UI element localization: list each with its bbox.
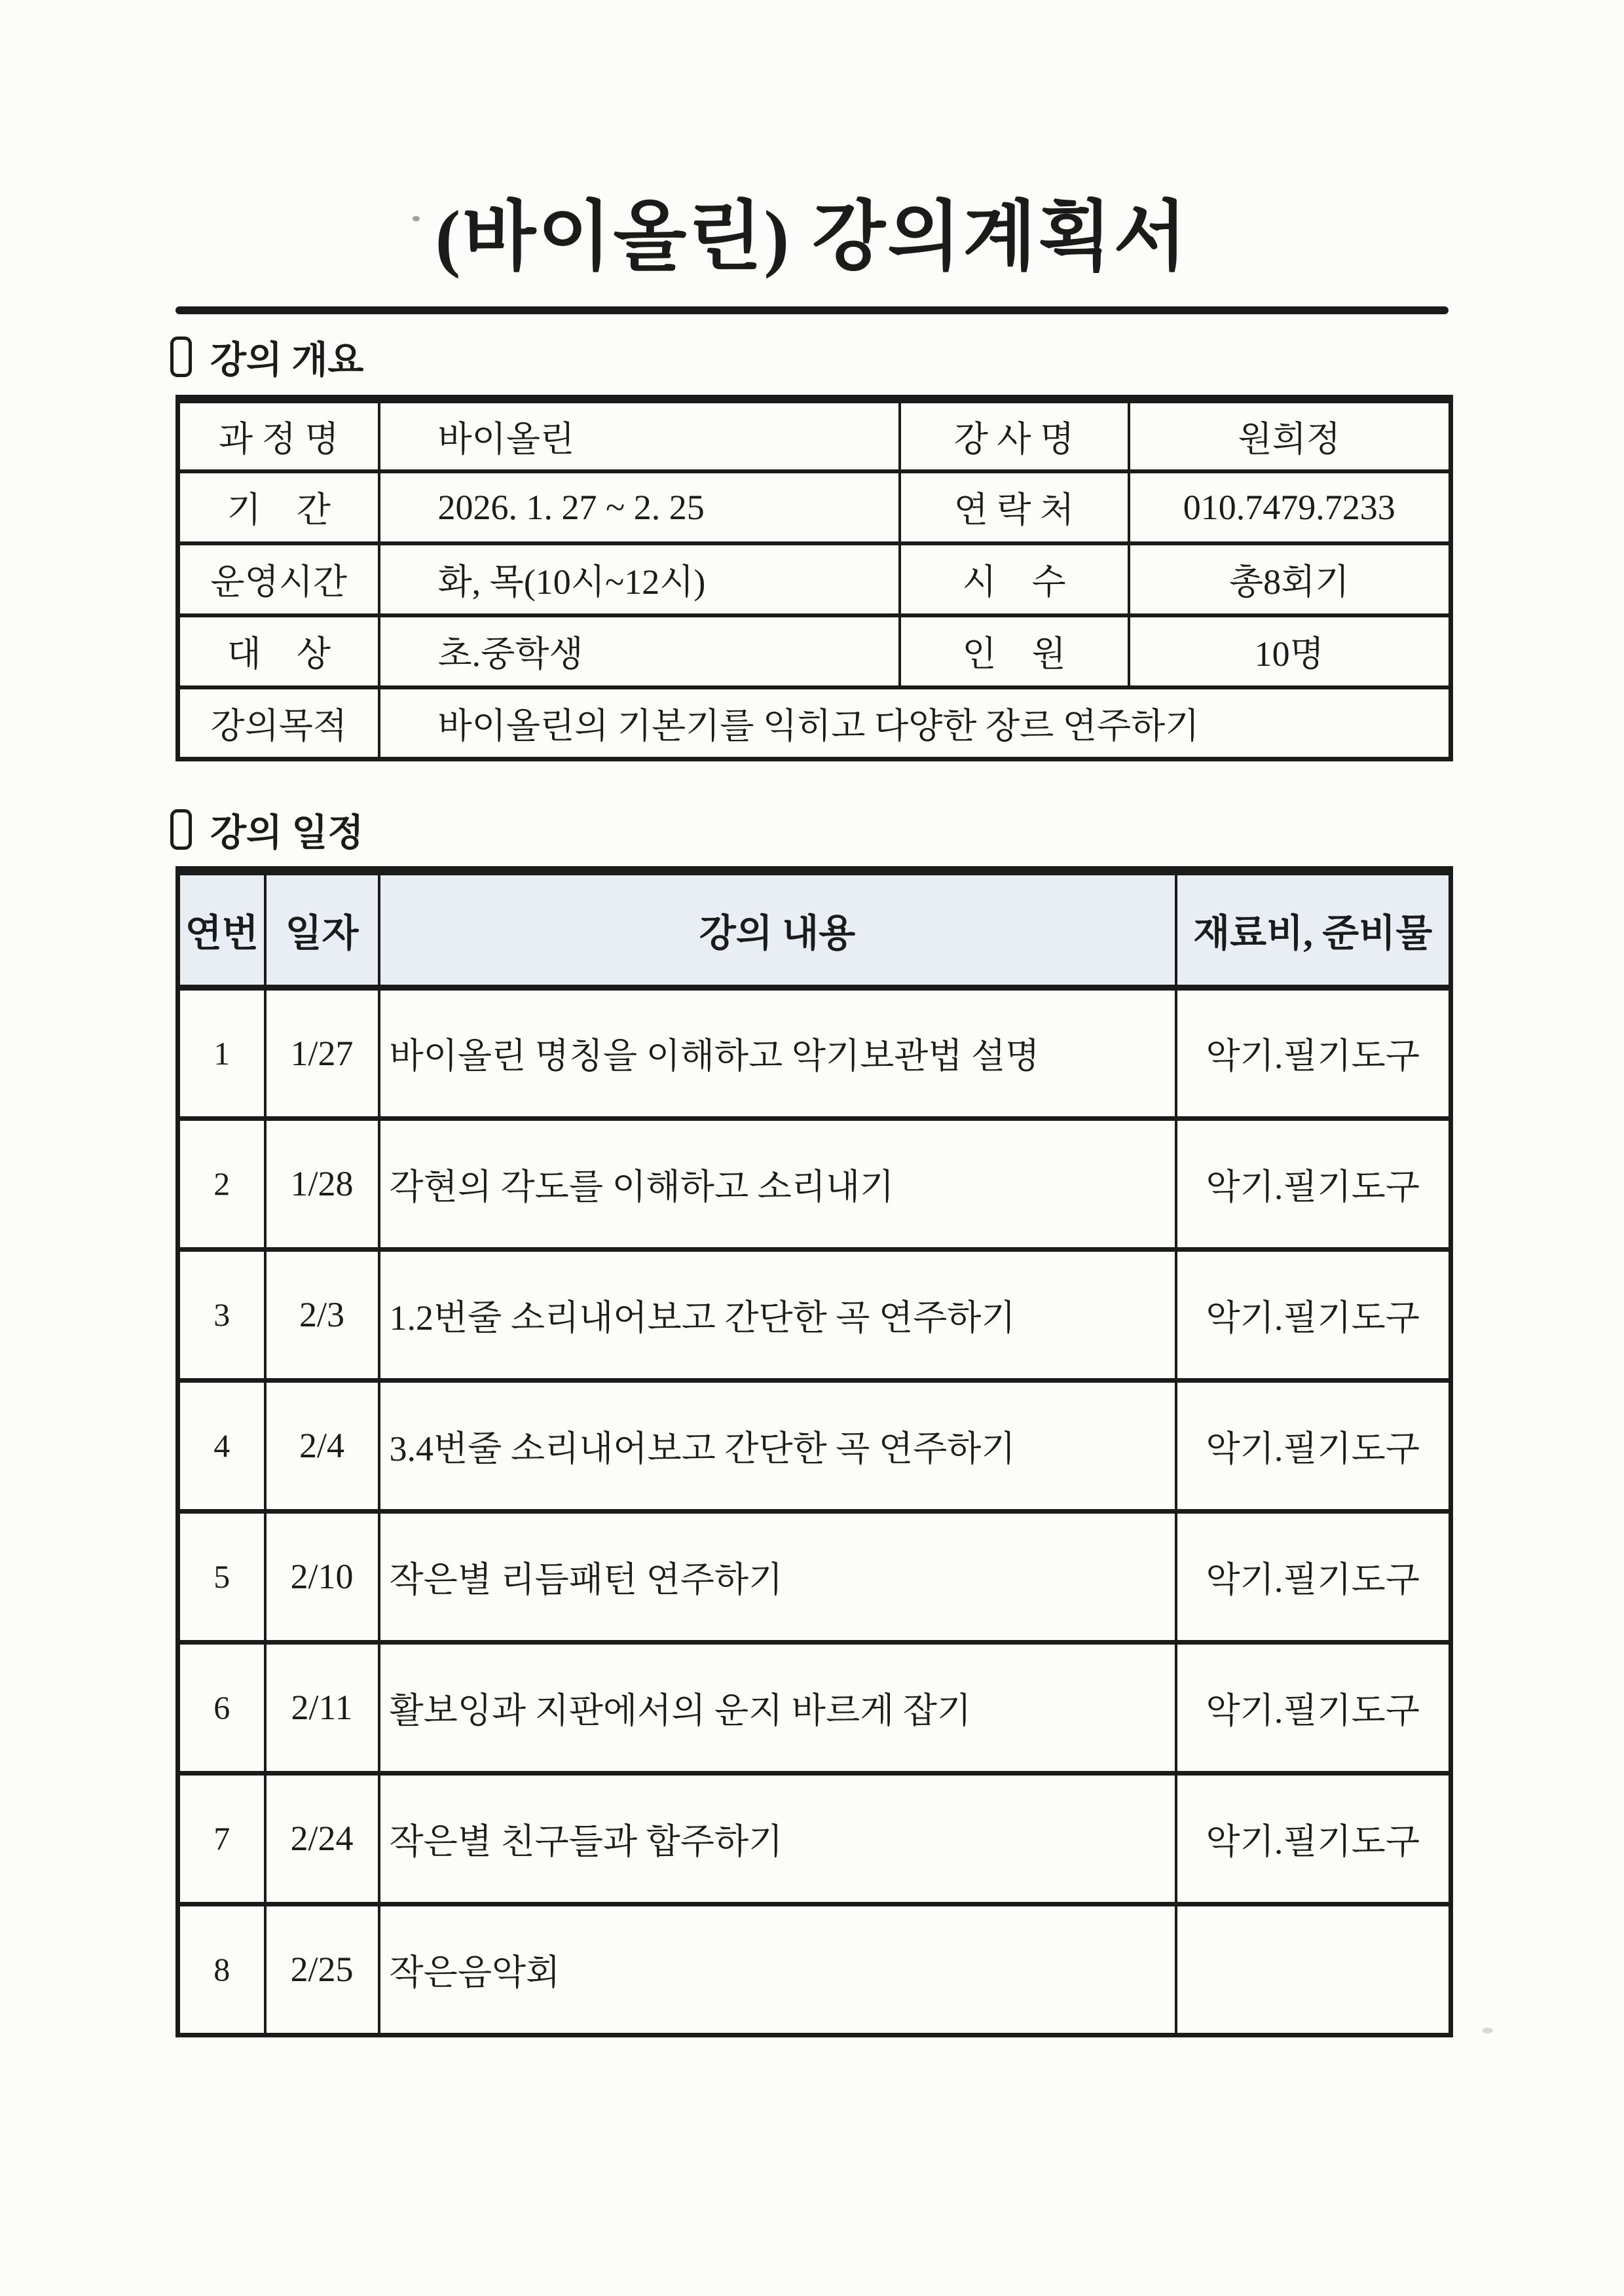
overview-value-cell: 바이올린 xyxy=(379,399,900,471)
overview-row xyxy=(178,615,1451,687)
overview-row xyxy=(178,543,1451,615)
schedule-no-cell: 4 xyxy=(178,1380,265,1511)
schedule-no-cell: 1 xyxy=(178,987,265,1118)
schedule-row xyxy=(178,1904,1451,2035)
schedule-content-cell: 1.2번줄 소리내어보고 간단한 곡 연주하기 xyxy=(379,1249,1176,1380)
overview-section-heading xyxy=(170,330,364,384)
schedule-content-cell: 각현의 각도를 이해하고 소리내기 xyxy=(379,1118,1176,1249)
schedule-row xyxy=(178,1773,1451,1904)
overview-label-cell: 연 락 처 xyxy=(900,471,1129,543)
schedule-row xyxy=(178,1642,1451,1773)
page-title: (바이올린) 강의계획서 xyxy=(435,196,1189,280)
overview-table xyxy=(175,395,1453,761)
schedule-no-cell: 6 xyxy=(178,1642,265,1773)
overview-value-cell: 초.중학생 xyxy=(379,615,900,687)
schedule-date-cell: 1/28 xyxy=(265,1118,379,1249)
schedule-no-cell: 2 xyxy=(178,1118,265,1249)
schedule-header-cell: 일자 xyxy=(265,871,379,987)
overview-label-cell: 시 수 xyxy=(900,543,1129,615)
checkbox-icon xyxy=(170,809,192,850)
overview-row xyxy=(178,399,1451,471)
schedule-header-row xyxy=(178,871,1451,987)
overview-label-cell: 과 정 명 xyxy=(178,399,379,471)
overview-value-cell: 바이올린의 기본기를 익히고 다양한 장르 연주하기 xyxy=(379,687,1451,759)
schedule-date-cell: 2/4 xyxy=(265,1380,379,1511)
schedule-section-heading xyxy=(170,803,364,856)
overview-value-cell: 010.7479.7233 xyxy=(1129,471,1451,543)
overview-value-cell: 10명 xyxy=(1129,615,1451,687)
overview-value-cell: 화, 목(10시~12시) xyxy=(379,543,900,615)
schedule-material-cell xyxy=(1176,1904,1451,2035)
overview-heading-label: 강의 개요 xyxy=(210,340,364,381)
schedule-date-cell: 1/27 xyxy=(265,987,379,1118)
schedule-content-cell: 작은음악회 xyxy=(379,1904,1176,2035)
schedule-no-cell: 5 xyxy=(178,1511,265,1642)
schedule-material-cell: 악기.필기도구 xyxy=(1176,1380,1451,1511)
overview-label-cell: 운영시간 xyxy=(178,543,379,615)
schedule-material-cell: 악기.필기도구 xyxy=(1176,1249,1451,1380)
schedule-row xyxy=(178,987,1451,1118)
schedule-header-cell: 강의 내용 xyxy=(379,871,1176,987)
title-underline xyxy=(175,306,1449,314)
schedule-table xyxy=(175,866,1453,2037)
schedule-date-cell: 2/11 xyxy=(265,1642,379,1773)
schedule-content-cell: 활보잉과 지판에서의 운지 바르게 잡기 xyxy=(379,1642,1176,1773)
schedule-no-cell: 7 xyxy=(178,1773,265,1904)
schedule-material-cell: 악기.필기도구 xyxy=(1176,1511,1451,1642)
schedule-date-cell: 2/3 xyxy=(265,1249,379,1380)
scan-speck xyxy=(413,216,420,221)
overview-label-cell: 강 사 명 xyxy=(900,399,1129,471)
overview-row xyxy=(178,687,1451,759)
overview-label-cell: 인 원 xyxy=(900,615,1129,687)
overview-label-cell: 대 상 xyxy=(178,615,379,687)
schedule-row xyxy=(178,1249,1451,1380)
schedule-heading-label: 강의 일정 xyxy=(210,812,364,854)
schedule-content-cell: 3.4번줄 소리내어보고 간단한 곡 연주하기 xyxy=(379,1380,1176,1511)
checkbox-icon xyxy=(170,337,192,377)
schedule-header-cell: 연번 xyxy=(178,871,265,987)
schedule-no-cell: 8 xyxy=(178,1904,265,2035)
schedule-material-cell: 악기.필기도구 xyxy=(1176,1118,1451,1249)
overview-label-cell: 기 간 xyxy=(178,471,379,543)
schedule-no-cell: 3 xyxy=(178,1249,265,1380)
schedule-row xyxy=(178,1380,1451,1511)
schedule-date-cell: 2/24 xyxy=(265,1773,379,1904)
schedule-content-cell: 작은별 리듬패턴 연주하기 xyxy=(379,1511,1176,1642)
overview-value-cell: 원희정 xyxy=(1129,399,1451,471)
schedule-material-cell: 악기.필기도구 xyxy=(1176,987,1451,1118)
overview-value-cell: 2026. 1. 27 ~ 2. 25 xyxy=(379,471,900,543)
schedule-date-cell: 2/10 xyxy=(265,1511,379,1642)
schedule-row xyxy=(178,1511,1451,1642)
overview-label-cell: 강의목적 xyxy=(178,687,379,759)
schedule-content-cell: 작은별 친구들과 합주하기 xyxy=(379,1773,1176,1904)
schedule-content-cell: 바이올린 명칭을 이해하고 악기보관법 설명 xyxy=(379,987,1176,1118)
schedule-material-cell: 악기.필기도구 xyxy=(1176,1642,1451,1773)
schedule-date-cell: 2/25 xyxy=(265,1904,379,2035)
schedule-material-cell: 악기.필기도구 xyxy=(1176,1773,1451,1904)
schedule-row xyxy=(178,1118,1451,1249)
overview-value-cell: 총8회기 xyxy=(1129,543,1451,615)
schedule-header-cell: 재료비, 준비물 xyxy=(1176,871,1451,987)
overview-row xyxy=(178,471,1451,543)
scan-speck xyxy=(1483,2028,1493,2033)
